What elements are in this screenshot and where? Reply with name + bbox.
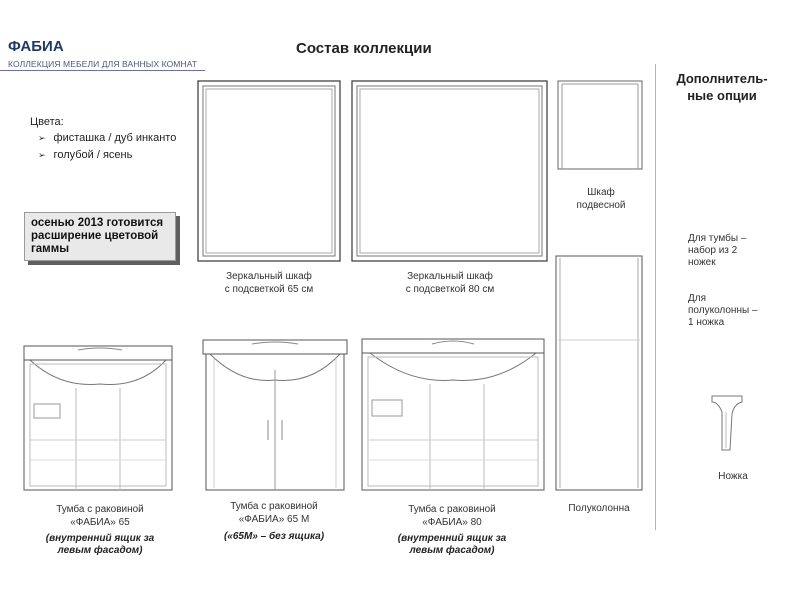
vanity-80-caption xyxy=(372,503,532,529)
options-title-line: ные опции xyxy=(687,88,757,103)
caption-line: Зеркальный шкаф xyxy=(226,271,312,282)
vanity-65m-note: («65М» – без ящика) xyxy=(223,531,325,542)
colors-label: Цвета: xyxy=(30,116,64,128)
color-option: фисташка / дуб инканто xyxy=(53,132,177,144)
color-option: голубой / ясень xyxy=(53,149,133,161)
notice-box: осенью 2013 готовится расширение цветовой гаммы xyxy=(24,212,176,261)
mirror-80-caption xyxy=(372,270,528,296)
caption-line: с подсветкой 65 см xyxy=(224,284,314,295)
option-line: ножек xyxy=(688,257,716,268)
arrowhead-bullet-icon: ➢ xyxy=(38,149,46,160)
note-line: (внутренний ящик за xyxy=(397,533,507,544)
hanging-cabinet-drawing xyxy=(558,81,642,169)
caption-line: с подсветкой 80 см xyxy=(405,284,495,295)
caption-line: Тумба с раковиной xyxy=(408,504,496,515)
column-leg-option xyxy=(688,293,758,329)
options-title-line: Дополнитель- xyxy=(676,71,768,86)
option-line: набор из 2 xyxy=(688,245,738,256)
caption-line: Тумба с раковиной xyxy=(56,504,144,515)
half-column-drawing xyxy=(556,256,642,490)
leg-drawing xyxy=(712,396,742,450)
vanity-65-drawing xyxy=(24,346,172,490)
note-line: (внутренний ящик за xyxy=(45,533,155,544)
half-column-caption: Полуколонна xyxy=(568,503,630,514)
vanity-65m-caption xyxy=(198,500,350,526)
options-divider xyxy=(655,64,656,530)
option-line: полуколонны – xyxy=(688,305,758,316)
caption-line: «ФАБИА» 65 М xyxy=(238,514,310,525)
vanity-80-note xyxy=(372,533,532,557)
caption-line: подвесной xyxy=(576,200,626,211)
mirror-cabinet-65-drawing xyxy=(198,81,340,261)
vanity-legs-option xyxy=(688,233,746,269)
options-title xyxy=(662,70,782,104)
page-title: Состав коллекции xyxy=(296,40,432,57)
leg-caption: Ножка xyxy=(718,471,748,482)
mirror-65-caption xyxy=(196,270,342,296)
vanity-65-caption xyxy=(20,503,180,529)
mirror-cabinet-80-drawing xyxy=(352,81,547,261)
caption-line: Шкаф xyxy=(587,187,615,198)
caption-line: Зеркальный шкаф xyxy=(407,271,493,282)
caption-line: «ФАБИА» 65 xyxy=(70,517,130,528)
vanity-65m-drawing xyxy=(203,340,347,490)
caption-line: Тумба с раковиной xyxy=(230,501,318,512)
brand-name: ФАБИА xyxy=(8,38,64,55)
brand-subtitle: КОЛЛЕКЦИЯ МЕБЕЛИ ДЛЯ ВАННЫХ КОМНАТ xyxy=(8,59,198,69)
hanging-cabinet-caption xyxy=(556,186,646,212)
option-line: Для тумбы – xyxy=(688,233,747,244)
option-line: 1 ножка xyxy=(688,317,725,328)
option-line: Для xyxy=(688,293,707,304)
note-line: левым фасадом) xyxy=(409,545,495,556)
arrowhead-bullet-icon: ➢ xyxy=(38,132,46,143)
vanity-80-drawing xyxy=(362,339,544,490)
caption-line: «ФАБИА» 80 xyxy=(422,517,482,528)
vanity-65-note xyxy=(20,533,180,557)
note-line: левым фасадом) xyxy=(57,545,143,556)
